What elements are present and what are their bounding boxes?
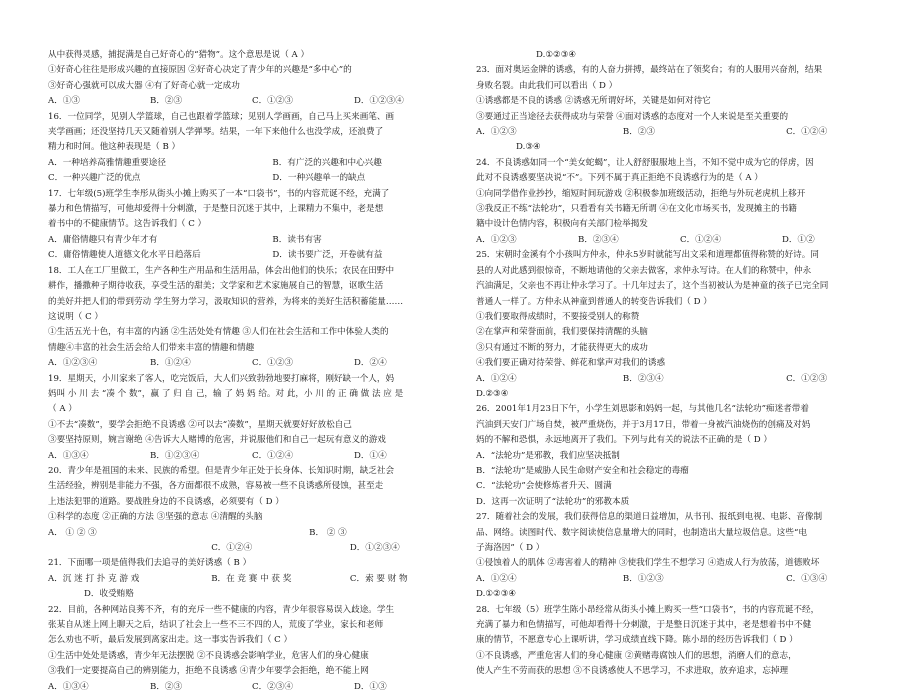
left-column [48, 48, 456, 692]
q25-line-5: ①我们要取得成绩时，不要接受别人的称赞 [476, 311, 640, 322]
q20-option-c: C．①②④ [211, 543, 253, 553]
q26-line-3: 妈的不解和恐惧，永远地离开了我们。下列与此有关的说法不正确的是（ D ） [476, 435, 772, 446]
q15-option-d: D．①②③④ [354, 96, 404, 107]
q17-option-c: C．庸俗情趣使人道德文化水平日趋落后 [48, 250, 201, 261]
question-15 [48, 48, 456, 110]
q27-option-c: C．①③④ [786, 573, 828, 584]
q27-option-d: D.①②③④ [476, 589, 517, 600]
q28-line-4: ①不良诱惑，严重危害人们的身心健康 ②黄赌毒腐蚀人们的思想，消磨人们的意志， [476, 650, 797, 661]
q18-line-6: 情趣④丰富的社会生活会给人们带来丰富的情趣和情趣 [48, 342, 255, 353]
q25-options [476, 372, 884, 387]
q19-line-1: 19．星期天，小川家来了客人，吃完饭后，大人们兴致勃勃地要打麻将，刚好缺一个人，妈 [48, 373, 395, 384]
q25-line-4: 普通人一样了。方仲永从神童到普通人的转变告诉我们（ D ） [476, 296, 712, 307]
q18-option-d: D．②④ [354, 358, 387, 369]
q16-line-2: 夹学画画；还没坚持几天又随着别人学弹琴。结果，一年下来他什么也没学成，还浪费了 [48, 127, 384, 138]
q23-option-c: C．①②④ [786, 127, 828, 138]
q27-line-1: 27．随着社会的发展，我们获得信息的渠道日益增加，从书刊、报纸到电视、电影、音像制 [476, 512, 823, 523]
q21-option-c: C．索 要 财 物 [349, 573, 408, 584]
q18-line-5: ①生活五光十色，有丰富的内涵 ②生活处处有情趣 ③人们在社会生活和工作中体验人类的 [48, 327, 389, 338]
question-22 [48, 603, 456, 695]
q25-option-a: A．①②④ [476, 373, 517, 384]
q27-options [476, 572, 884, 587]
q21-option-b: B．在 竞 赛 中 获 奖 [211, 573, 292, 584]
q16-option-d: D．一种兴趣单一的缺点 [272, 173, 366, 184]
question-25 [476, 248, 884, 402]
q23-line-4: ③要通过正当途径去获得成功与荣誉 ④面对诱惑的态度对一个人来说是至关重要的 [476, 111, 789, 122]
q26-option-a: A．“法轮功”是邪教，我们应坚决抵制 [476, 450, 620, 461]
q17-options-row-1 [48, 233, 456, 248]
q24-option-a: A．①②③ [476, 234, 517, 245]
q18-option-a: A．①②③④ [48, 358, 98, 369]
question-19 [48, 372, 456, 464]
q18-options [48, 356, 456, 371]
q27-line-3: 子海洛因”（ D ） [476, 543, 545, 553]
q17-line-3: 着书中的不健康情节。这告诉我们（ C ） [48, 219, 207, 230]
q22-line-3: 怎么劝也不听，最后发展到离家出走。这一事实告诉我们（ C ） [48, 635, 293, 646]
q25-option-d: D.②③④ [476, 388, 509, 399]
q24-option-b: B．②③④ [578, 234, 619, 245]
q28-line-1: 28．七年级（5）班学生陈小昂经常从街头小摊上购买一些“口袋书”，书的内容荒诞不经， [476, 604, 820, 615]
q22-option-b: B．②③ [150, 681, 183, 692]
q24-line-1: 24．不良诱惑如同一个“美女蛇蝎”，让人舒舒服服地上当，不知不觉中成为它的俘虏，因 [476, 157, 814, 168]
q19-option-a: A．①③④ [48, 450, 89, 461]
q16-option-b: B．有广泛的兴趣和中心兴趣 [272, 157, 382, 168]
q23-option-d: D.③④ [516, 142, 541, 153]
q23-line-1: 23．面对奥运金牌的诱惑，有的人奋力拼搏，最终站在了领奖台；有的人服用兴奋剂，结果 [476, 65, 823, 76]
q21-options [48, 572, 456, 587]
question-24 [476, 156, 884, 248]
q27-option-b: B．①②③ [622, 573, 664, 584]
q23-options [476, 125, 884, 140]
q22-option-a: A．①③④ [48, 681, 89, 692]
q26-option-b: B．“法轮功”是威胁人民生命财产安全和社会稳定的毒瘤 [476, 465, 689, 476]
q16-options-row-1 [48, 156, 456, 171]
q28-line-5: 使人产生不劳而获的思想 ③不良诱惑使人不思学习，不求进取，放弃追求，忘掉理 [476, 666, 789, 677]
q15-option-a: A．①③ [48, 96, 80, 107]
q27-line-4: ①侵蚀着人的肌体 ②毒害着人的精神 ③使我们学生不想学习 ④造成人行为放荡，道德败坏 [476, 558, 820, 569]
q21-line-1: 21．下面哪一项是值得我们去追寻的美好诱惑（ B ） [48, 558, 252, 569]
q16-line-3: 精力和时间。他这种表现是（ B ） [48, 142, 181, 153]
question-16 [48, 110, 456, 187]
q15-option-c: C．①②③ [252, 96, 293, 107]
q26-line-2: 汽油到天安门广场自焚，被严重烧伤，并于3月17日，带着一身被汽油烧伤的创痛及对妈 [476, 419, 811, 430]
q15-line-1: 从中获得灵感，捕捉满是自己好奇心的“猎物”。这个意思是说（ A ） [48, 50, 310, 60]
q18-option-b: B．①②④ [150, 358, 191, 369]
q17-option-d: D．读书要广泛，开卷就有益 [272, 250, 383, 261]
q24-options [476, 233, 884, 248]
question-27 [476, 510, 884, 602]
q20-option-d: D．①②③④ [349, 543, 400, 553]
q19-option-d: D．①④ [354, 450, 387, 461]
q20-option-b: B． ② ③ [309, 527, 347, 538]
question-17 [48, 187, 456, 264]
q16-option-a: A．一种培养高雅情趣重要途径 [48, 157, 166, 168]
q27-line-2: 品、网络。读图时代、数字阅读使信息量增大的同时，也制造出大量垃圾信息。这些“电 [476, 527, 807, 538]
question-21 [48, 556, 456, 602]
q22-option-c: C．②③④ [252, 681, 293, 692]
q24-line-2: 此对不良诱惑要坚决说“不”。下列不属于真正拒绝不良诱惑行为的是（ A ） [476, 173, 763, 184]
q23-option-a: A．①②③ [476, 127, 517, 138]
q23-option-b: B．②③ [622, 127, 655, 138]
q16-option-c: C．一种兴趣广泛的优点 [48, 173, 141, 184]
question-28 [476, 603, 884, 680]
q22-line-4: ①生活中处处是诱惑，青少年无法摆脱 ②不良诱惑会影响学业，危害人们的身心健康 [48, 650, 369, 661]
question-23 [476, 63, 884, 155]
q19-option-b: B．①②③④ [150, 450, 200, 461]
q24-option-d: D．①② [782, 234, 815, 245]
q19-line-4: ①不去“凑数”，要学会拒绝不良诱惑 ②可以去“凑数”，星期天就要好好放松自己 [48, 419, 352, 430]
q20-line-2: 生活经验，辨别是非能力不强，各方面都很不成熟，容易被一些不良诱惑所侵蚀，甚至走 [48, 481, 384, 492]
q19-line-2: 妈叫 小 川 去 “凑 个 数”，赢 了 归 自 己，输 了 妈 妈 给。对 此，小 川 的 正 确 做 法 应 是 [48, 388, 404, 399]
q15-line-2: ①好奇心往往是形成兴趣的直接原因 ②好奇心决定了青少年的兴趣是“多中心”的 [48, 65, 352, 76]
q19-options [48, 449, 456, 464]
q25-line-6: ②在掌声和荣誉面前，我们要保持清醒的头脑 [476, 327, 648, 338]
q25-line-8: ④我们要正确对待荣誉、鲜花和掌声对我们的诱惑 [476, 358, 666, 369]
q22-option-d-continued: D.①②③④ [536, 50, 577, 60]
q19-line-3: （ A ） [48, 404, 77, 415]
q18-line-4: 这说明（ C ） [48, 311, 104, 322]
q19-line-5: ③要坚持原则，婉言谢绝 ④告诉大人赌博的危害，并说服他们和自己一起玩有意义的游戏 [48, 435, 386, 446]
q18-option-c: C．①②③ [252, 358, 293, 369]
q22-line-2: 张某自从迷上网上聊天之后，结识了社会上一些不三不四的人，荒废了学业，家长和老师 [48, 620, 384, 631]
q17-options-row-2 [48, 248, 456, 263]
q17-line-2: 暴力和色情描写，可他却爱得十分刺激，于是整日沉迷于其中，上课精力不集中，老是想 [48, 204, 384, 215]
q24-line-3: ①向同学借作业抄抄，缩短时间玩游戏 ②积极参加班级活动，拒绝与外玩老虎机上移开 [476, 188, 806, 199]
question-20 [48, 464, 456, 556]
q22-option-d: D．①③ [354, 681, 387, 692]
q19-option-c: C．①②④ [252, 450, 293, 461]
q22-line-1: 22．目前，各种网站良莠不齐，有的充斥一些不健康的内容，青少年很容易误入歧途。学生 [48, 604, 395, 615]
q20-options-row-2 [48, 541, 456, 556]
q15-line-3: ③好奇心强就可以成大器 ④有了好奇心就一定成功 [48, 80, 240, 91]
q20-options-row-1 [48, 526, 456, 541]
q25-line-2: 县的人对此感到很惊奇，不断地请他的父亲去做客，求仲永写诗。在人们的称赞中，仲永 [476, 265, 812, 276]
q26-option-c: C．“法轮功”会使修炼者升天、圆满 [476, 481, 612, 492]
q20-option-a: A． ① ② ③ [48, 527, 97, 538]
question-26 [476, 402, 884, 510]
q17-option-b: B．读书有害 [272, 234, 322, 245]
right-column [476, 48, 884, 677]
q22-line-5: ③我们一定要提高自己的辨别能力，拒绝不良诱惑 ④青少年要学会拒绝，绝不能上网 [48, 666, 369, 677]
q25-option-b: B．②③④ [622, 373, 664, 384]
q17-option-a: A．庸俗情趣只有青少年才有 [48, 234, 158, 245]
q26-option-d: D．这再一次证明了“法轮功”的邪教本质 [476, 496, 630, 507]
q28-line-2: 充满了暴力和色情描写，可他却看得十分刺激，于是整日沉迷于其中，老是想着书中不健 [476, 620, 812, 631]
q24-line-4: ③我反正不练“法轮功”，只看看有关书籍无所谓 ④在文化市场买书，发现摊主的书籍 [476, 204, 797, 215]
question-18 [48, 264, 456, 372]
q26-line-1: 26．2001年1月23日下午，小学生刘思影和妈妈一起，与其他几名“法轮功”痴迷者带着 [476, 404, 809, 415]
q24-line-5: 籍中设计色情内容，积极向有关部门检举揭发 [476, 219, 648, 230]
q28-line-3: 康的情节，不愿意专心上课听讲，学习成绩直线下降。陈小昂的经历告诉我们（ D ） [476, 635, 798, 646]
q18-line-2: 耕作，播撒种子期待收获，享受生活的甜美；文学家和艺术家施展自己的智慧，讴歌生活 [48, 281, 384, 292]
q25-option-c: C．①②③ [786, 373, 828, 384]
q16-line-1: 16．一位同学，见别人学篮球，自己也跟着学篮球；见别人学画画，自己马上买来画笔、画 [48, 111, 395, 122]
q22-options [48, 680, 456, 695]
q25-line-1: 25．宋朝时金溪有个小孩叫方仲永，仲永5岁时就能写出文采和道理都值得称赞的好诗。同 [476, 250, 819, 261]
q27-option-a: A．①②④ [476, 573, 517, 584]
q23-line-2: 身败名裂。由此我们可以看出（ D ） [476, 80, 618, 91]
q21-option-d: D．收受贿赂 [84, 589, 134, 600]
q24-option-c: C．①②④ [680, 234, 721, 245]
q20-line-4: ①科学的态度 ②正确的方法 ③坚强的意志 ④清醒的头脑 [48, 512, 263, 523]
q25-line-7: ③只有通过不断的努力，才能获得更大的成功 [476, 342, 648, 353]
q16-options-row-2 [48, 171, 456, 186]
q15-options [48, 94, 456, 109]
q20-line-1: 20．青少年是祖国的未来、民族的希望。但是青少年正处于长身体、长知识时期，缺乏社会 [48, 465, 395, 476]
q20-line-3: 上违法犯罪的道路。要战胜身边的不良诱惑，必须要有（ D ） [48, 496, 284, 507]
q21-option-a: A．沉 迷 打 扑 克 游 戏 [48, 573, 140, 584]
q18-line-1: 18．工人在工厂里做工，生产各种生产用品和生活用品，体会出他们的快乐；农民在田野中 [48, 265, 395, 276]
q18-line-3: 的美好并把人们的带到劳动 学生努力学习，汲取知识的营养，为将来的美好生活积蓄能量…… [48, 296, 404, 307]
q15-option-b: B．②③ [150, 96, 183, 107]
q25-line-3: 汽油满足，父亲也不再让仲永学习了。十几年过去了，这个当初被认为是神童的孩子已完全同 [476, 281, 829, 292]
q23-line-3: ①诱惑都是不良的诱惑 ②诱惑无所谓好坏，关键是如何对待它 [476, 96, 711, 107]
q17-line-1: 17．七年级(5)班学生李彤从街头小摊上购买了一本“口袋书”，书的内容荒诞不经，充满了 [48, 188, 390, 199]
